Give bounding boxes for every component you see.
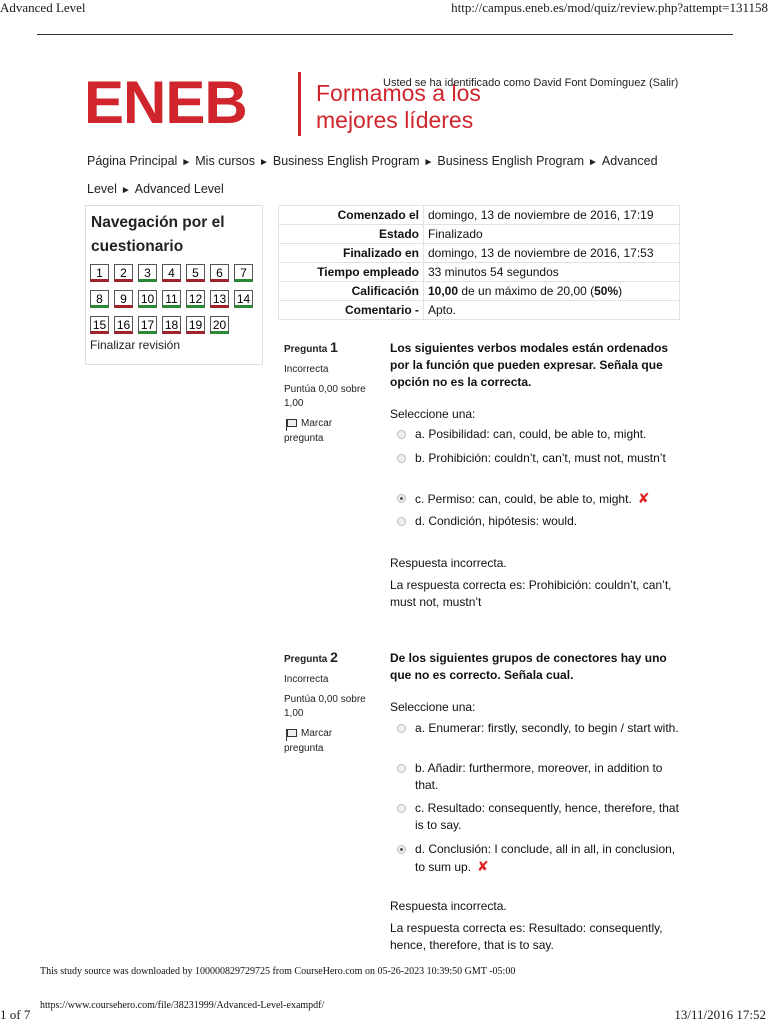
question-2-answer-c[interactable] [397, 800, 679, 834]
question-nav-button-4[interactable]: 4 [162, 264, 181, 282]
question-nav-button-14[interactable]: 14 [234, 290, 253, 308]
score-line1: Puntúa 0,00 sobre [284, 694, 366, 705]
question-nav-button-17[interactable]: 17 [138, 316, 157, 334]
grade-score: 10,00 [428, 284, 459, 298]
question-1-text: Los siguientes verbos modales están ordenados por la función que pueden expresar. Señala que opción no es la correcta. [390, 341, 669, 389]
question-nav-button-10[interactable]: 10 [138, 290, 157, 308]
radio-button[interactable] [397, 517, 406, 526]
question-1-info [284, 340, 366, 446]
question-nav-button-16[interactable]: 16 [114, 316, 133, 334]
radio-button-selected[interactable] [397, 845, 406, 854]
page-number: 1 of 7 [0, 1007, 31, 1022]
question-2-text: De los siguientes grupos de conectores hay uno que no es correcto. Señala cual. [390, 651, 667, 682]
question-number: 1 [330, 339, 338, 355]
flag-label-line2: pregunta [284, 743, 324, 754]
question-1-status: Incorrecta [284, 364, 329, 375]
attempt-summary-table [278, 205, 680, 320]
grade-max: de un máximo de 20,00 ( [461, 284, 595, 298]
footer-date: 13/11/2016 17:52 [674, 1007, 766, 1022]
question-1-answer-c[interactable] [397, 490, 679, 508]
question-nav-button-9[interactable]: 9 [114, 290, 133, 308]
summary-key: Estado [279, 225, 424, 244]
summary-value: Finalizado [424, 225, 680, 244]
question-nav-button-11[interactable]: 11 [162, 290, 181, 308]
flag-label: Marcar [301, 728, 333, 739]
radio-button[interactable] [397, 430, 406, 439]
summary-key: Tiempo empleado [279, 263, 424, 282]
score-line2: 1,00 [284, 708, 304, 719]
print-page-url: http://campus.eneb.es/mod/quiz/review.php?attempt=131158 [451, 0, 768, 15]
breadcrumb-separator: ► [181, 157, 192, 168]
question-2-info [284, 650, 366, 756]
summary-grade-value [424, 282, 680, 301]
answer-text-wrap [415, 841, 679, 876]
question-1-answer-b[interactable] [397, 450, 679, 467]
breadcrumb-separator: ► [120, 185, 131, 196]
radio-button-selected[interactable] [397, 494, 406, 503]
question-nav-button-8[interactable]: 8 [90, 290, 109, 308]
breadcrumb-separator: ► [258, 157, 269, 168]
grade-close: ) [618, 284, 623, 298]
flag-row [284, 417, 366, 432]
answer-text: d. Condición, hipótesis: would. [415, 514, 578, 528]
summary-comment-value: Apto. [424, 301, 680, 320]
radio-button[interactable] [397, 724, 406, 733]
download-note: This study source was downloaded by 100000829729725 from CourseHero.com on 05-26-2023 10:39:50 GMT -05:00 [40, 966, 516, 977]
summary-key: Comenzado el [279, 206, 424, 225]
question-label: Pregunta [284, 654, 328, 665]
summary-value: 33 minutos 54 segundos [424, 263, 680, 282]
question-2-flag-button[interactable] [284, 727, 366, 756]
finish-review-link[interactable]: Finalizar revisión [90, 338, 181, 352]
question-nav-button-12[interactable]: 12 [186, 290, 205, 308]
question-1-answer-d[interactable] [397, 513, 679, 530]
flag-icon [284, 418, 298, 432]
question-nav-button-3[interactable]: 3 [138, 264, 157, 282]
question-1-heading [284, 340, 366, 357]
logo-wordmark: ENEB [84, 69, 247, 136]
question-2-status: Incorrecta [284, 674, 329, 685]
radio-button[interactable] [397, 764, 406, 773]
question-1-flag-button[interactable] [284, 417, 366, 446]
flag-icon [284, 728, 298, 742]
summary-row [279, 263, 680, 282]
answer-text: c. Permiso: can, could, be able to, might. [415, 492, 632, 506]
answer-text: a. Enumerar: firstly, secondly, to begin / start with. [415, 721, 679, 735]
flag-row [284, 727, 366, 742]
footer-url: https://www.coursehero.com/file/38231999/Advanced-Level-exampdf/ [40, 1000, 325, 1011]
score-line2: 1,00 [284, 398, 304, 409]
breadcrumb-separator: ► [588, 157, 598, 168]
answer-text: d. Conclusión: I conclude, all in all, in conclusion, to sum up. [415, 842, 676, 874]
incorrect-cross-icon: ✘ [637, 490, 650, 506]
breadcrumb [87, 148, 687, 204]
header-divider [37, 34, 733, 35]
summary-row [279, 206, 680, 225]
question-2-select-label: Seleccione una: [390, 700, 476, 714]
question-2-answer-a[interactable] [397, 720, 679, 737]
breadcrumb-program-course[interactable]: Business English Program [437, 154, 585, 168]
question-nav-button-2[interactable]: 2 [114, 264, 133, 282]
quiz-navigation-block [85, 205, 263, 365]
breadcrumb-home[interactable]: Página Principal [87, 154, 178, 168]
answer-text-wrap [415, 490, 679, 508]
summary-key: Finalizado en [279, 244, 424, 263]
question-nav-button-18[interactable]: 18 [162, 316, 181, 334]
question-nav-button-15[interactable]: 15 [90, 316, 109, 334]
breadcrumb-course-level[interactable]: Advanced Level [87, 154, 658, 196]
logo-slogan-line2: mejores líderes [316, 107, 474, 133]
breadcrumb-quiz[interactable]: Advanced Level [134, 182, 224, 196]
summary-row [279, 225, 680, 244]
summary-key: Calificación [279, 282, 424, 301]
grade-percent: 50% [594, 284, 619, 298]
answer-text: a. Posibilidad: can, could, be able to, might. [415, 427, 647, 441]
answer-text: b. Prohibición: couldn’t, can’t, must not, mustn’t [415, 451, 666, 465]
question-1-select-label: Seleccione una: [390, 407, 476, 421]
question-1-correct-answer: La respuesta correcta es: Prohibición: couldn’t, can’t, must not, mustn’t [390, 578, 672, 609]
question-1-feedback: Respuesta incorrecta. [390, 556, 507, 570]
summary-key: Comentario - [279, 301, 424, 320]
question-2-correct-answer: La respuesta correcta es: Resultado: consequently, hence, therefore, that is to say. [390, 921, 663, 952]
question-2-answer-d[interactable] [397, 841, 679, 876]
question-2-score [284, 693, 366, 721]
answer-text: c. Resultado: consequently, hence, therefore, that is to say. [415, 801, 679, 832]
breadcrumb-separator: ► [423, 157, 434, 168]
radio-button[interactable] [397, 454, 406, 463]
question-number: 2 [330, 649, 338, 665]
question-nav-button-13[interactable]: 13 [210, 290, 229, 308]
question-2-answer-b[interactable] [397, 760, 679, 794]
quiz-navigation-title-line2: cuestionario [91, 238, 184, 255]
summary-row-comment [279, 301, 680, 320]
question-nav-button-7[interactable]: 7 [234, 264, 253, 282]
question-nav-button-1[interactable]: 1 [90, 264, 109, 282]
question-nav-button-6[interactable]: 6 [210, 264, 229, 282]
question-1-score [284, 383, 366, 411]
breadcrumb-program[interactable]: Business English Program [272, 154, 420, 168]
quiz-navigation-title [91, 211, 225, 259]
question-2-heading [284, 650, 366, 667]
flag-label-line2: pregunta [284, 433, 324, 444]
summary-row-grade [279, 282, 680, 301]
question-nav-button-19[interactable]: 19 [186, 316, 205, 334]
logo-slogan-line1: Formamos a los [316, 80, 481, 106]
incorrect-cross-icon: ✘ [477, 858, 489, 874]
score-line1: Puntúa 0,00 sobre [284, 384, 366, 395]
question-nav-button-5[interactable]: 5 [186, 264, 205, 282]
summary-row [279, 244, 680, 263]
question-nav-button-20[interactable]: 20 [210, 316, 229, 334]
answer-text: b. Añadir: furthermore, moreover, in addition to that. [415, 761, 663, 792]
print-page-title: Advanced Level [0, 0, 86, 15]
summary-value: domingo, 13 de noviembre de 2016, 17:19 [424, 206, 680, 225]
breadcrumb-my-courses[interactable]: Mis cursos [195, 154, 255, 168]
radio-button[interactable] [397, 804, 406, 813]
question-1-answer-a[interactable] [397, 426, 679, 443]
question-2-feedback: Respuesta incorrecta. [390, 899, 507, 913]
question-label: Pregunta [284, 344, 328, 355]
login-info: Usted se ha identificado como David Font Domínguez (Salir) [383, 77, 679, 89]
logo-divider [298, 72, 301, 136]
summary-value: domingo, 13 de noviembre de 2016, 17:53 [424, 244, 680, 263]
quiz-navigation-title-line1: Navegación por el [91, 214, 225, 231]
flag-label: Marcar [301, 418, 333, 429]
